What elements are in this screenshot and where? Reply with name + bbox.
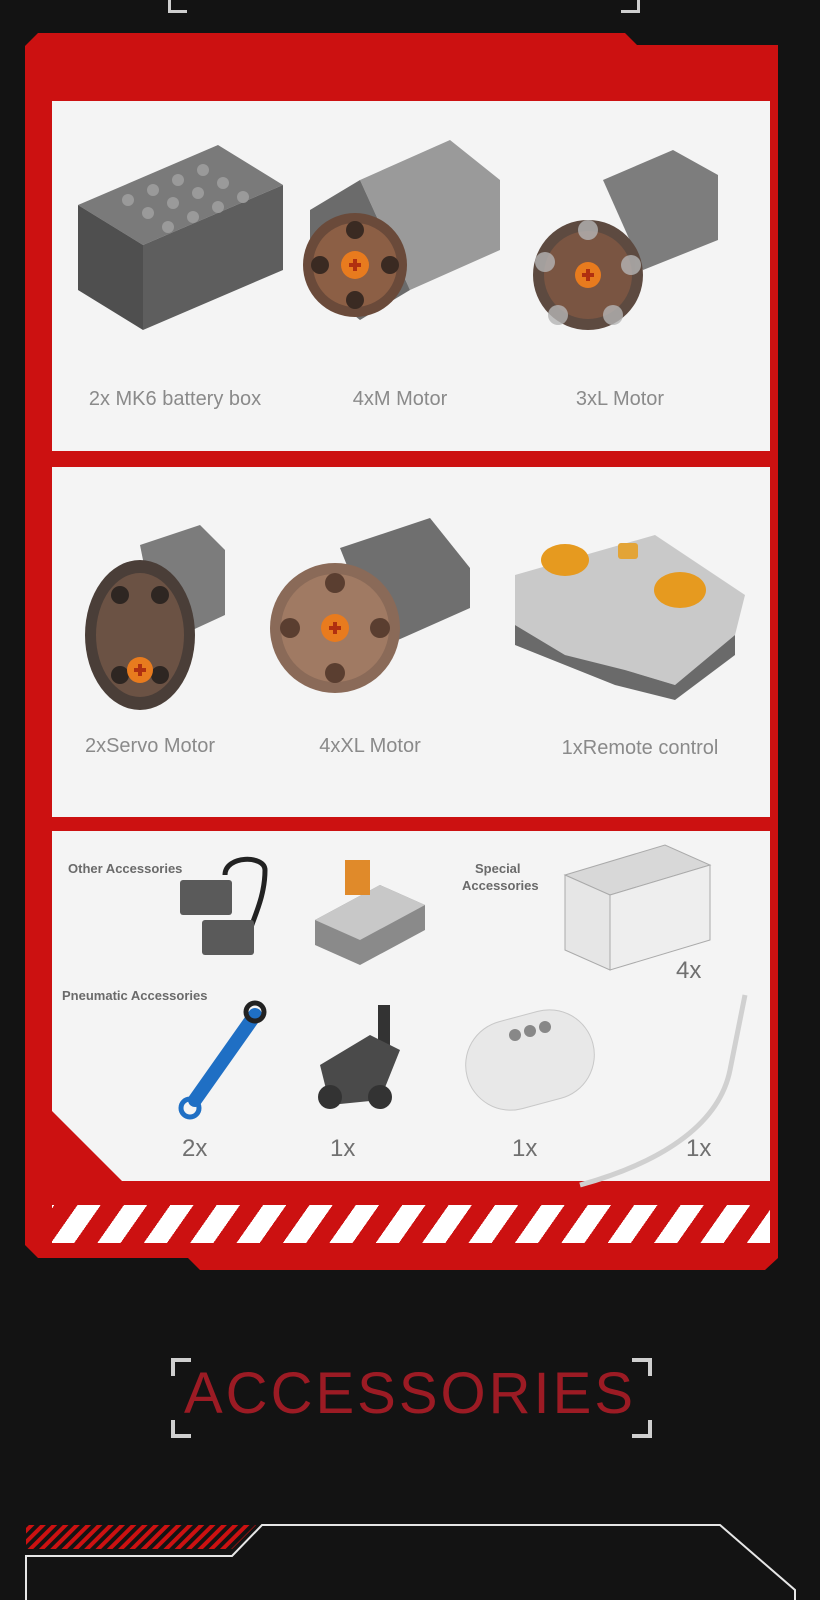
special-accessories-label-1: Special — [475, 861, 521, 876]
pneumatic-accessories-label: Pneumatic Accessories — [62, 988, 208, 1003]
extension-cable-icon — [180, 855, 280, 965]
air-tank-qty: 1x — [512, 1135, 538, 1162]
m-motor-icon — [300, 140, 510, 340]
special-accessories-label-2: Accessories — [462, 878, 539, 893]
servo-motor-icon — [80, 525, 240, 715]
tube-icon — [570, 990, 770, 1190]
remote-control-label: 1xRemote control — [561, 737, 719, 759]
l-motor-icon — [533, 150, 733, 340]
special-accessories-qty: 4x — [676, 957, 702, 984]
xl-motor-icon — [270, 518, 480, 708]
section-title: ACCESSORIES — [184, 1361, 636, 1426]
l-motor-label: 3xL Motor — [575, 388, 665, 410]
other-accessories-label: Other Accessories — [68, 861, 183, 876]
tube-qty: 1x — [686, 1135, 712, 1162]
pneumatic-cylinder-qty: 2x — [182, 1135, 208, 1162]
pneumatic-switch-icon — [310, 1005, 410, 1115]
servo-motor-label: 2xServo Motor — [84, 735, 216, 757]
battery-box-icon — [68, 145, 288, 335]
m-motor-label: 4xM Motor — [352, 388, 448, 410]
transparent-box-icon — [560, 840, 720, 975]
hazard-stripes — [52, 1205, 770, 1243]
remote-control-icon — [505, 535, 755, 705]
battery-box-label: 2x MK6 battery box — [88, 388, 262, 410]
pneumatic-cylinder-icon — [175, 1000, 275, 1120]
pneumatic-switch-qty: 1x — [330, 1135, 356, 1162]
light-sensor-icon — [305, 855, 435, 965]
xl-motor-label: 4xXL Motor — [319, 735, 421, 757]
bottom-frame — [0, 1520, 820, 1600]
